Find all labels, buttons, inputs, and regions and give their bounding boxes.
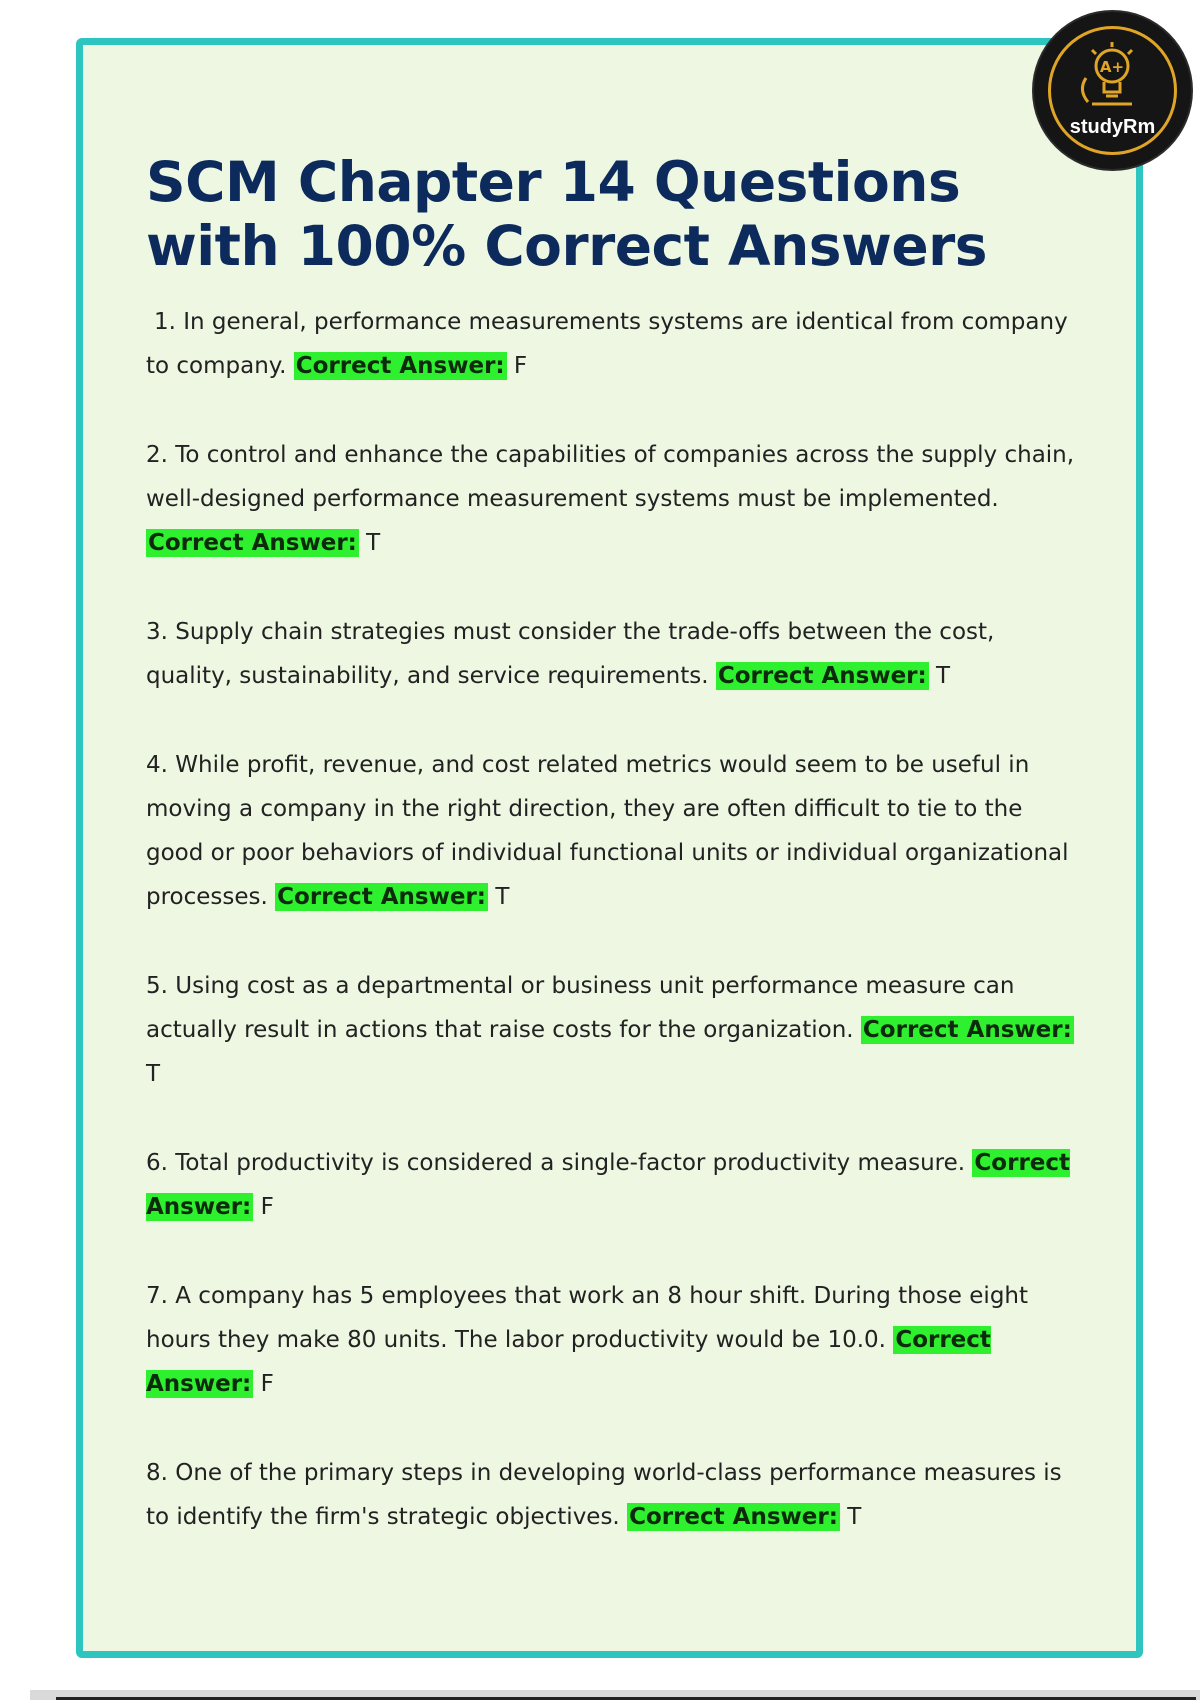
answer-value: T xyxy=(366,530,381,556)
question-text: 3. Supply chain strategies must consider the trade-offs between the cost, quality, sustainability, and service requirements. xyxy=(146,619,995,689)
question-text: 8. One of the primary steps in developing world-class performance measures is to identify the firm's strategic objectives. xyxy=(146,1460,1062,1530)
answer-value: T xyxy=(146,1061,161,1087)
answer-value: T xyxy=(495,884,510,910)
answer-value: T xyxy=(936,663,951,689)
answer-value: F xyxy=(513,353,528,379)
question-text: 1. In general, performance measurements systems are identical from company to company. xyxy=(146,309,1068,379)
correct-answer-label: Correct Answer: xyxy=(862,1017,1072,1043)
question-item xyxy=(146,300,1086,388)
question-item xyxy=(146,1451,1086,1539)
question-item xyxy=(146,1274,1086,1406)
correct-answer-label: Correct Answer: xyxy=(295,353,505,379)
correct-answer-label: Correct Answer: xyxy=(277,884,486,910)
correct-answer-label: Correct Answer: xyxy=(629,1504,838,1530)
question-item xyxy=(146,610,1086,698)
question-item xyxy=(146,743,1086,919)
question-item xyxy=(146,433,1086,565)
question-text: 4. While profit, revenue, and cost related metrics would seem to be useful in moving a company in the right direction, they are often difficult to tie to the good or poor behaviors of individual functional units or individual organizational processes. xyxy=(146,752,1069,910)
question-text: 6. Total productivity is considered a single-factor productivity measure. xyxy=(146,1150,966,1176)
answer-value: F xyxy=(260,1371,274,1397)
logo-text: studyRm xyxy=(1069,116,1156,138)
correct-answer-label: Correct Answer: xyxy=(148,530,357,556)
studyrm-logo xyxy=(1034,12,1191,169)
answer-value: T xyxy=(847,1504,862,1530)
correct-answer-label: Correct Answer: xyxy=(146,1150,1071,1220)
question-text: 7. A company has 5 employees that work an 8 hour shift. During those eight hours they make 80 units. The labor productivity would be 10.0. xyxy=(146,1283,1029,1353)
question-text: 2. To control and enhance the capabilities of companies across the supply chain, well-designed performance measurement systems must be implemented. xyxy=(146,442,1075,512)
correct-answer-label: Correct Answer: xyxy=(717,663,927,689)
logo-badge: A+ xyxy=(1099,58,1125,76)
question-item xyxy=(146,1141,1086,1229)
page-title: SCM Chapter 14 Questions with 100% Correct Answers xyxy=(146,150,987,278)
answer-value: F xyxy=(260,1194,274,1220)
lightbulb-icon xyxy=(1072,40,1152,118)
question-text: 5. Using cost as a departmental or business unit performance measure can actually result in actions that raise costs for the organization. xyxy=(146,973,1015,1043)
question-list xyxy=(146,300,1086,1584)
question-item xyxy=(146,964,1086,1096)
correct-answer-label: Correct Answer: xyxy=(146,1327,991,1397)
